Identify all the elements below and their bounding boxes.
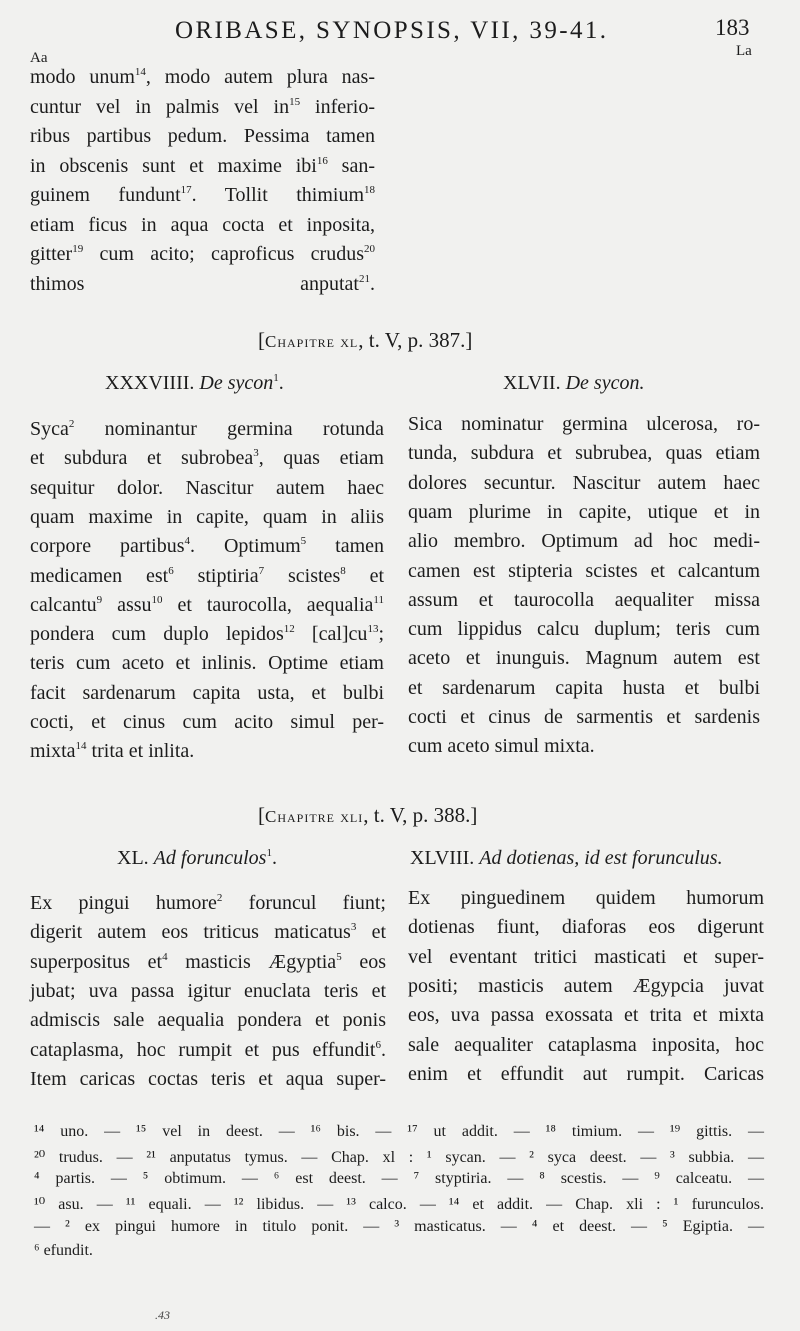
line-text: . xyxy=(381,1038,386,1061)
text-line xyxy=(30,125,375,148)
heading-numeral: XLVIII. xyxy=(410,847,475,869)
text-line xyxy=(408,1034,764,1057)
line-text: eos xyxy=(341,950,386,973)
left-heading xyxy=(105,372,284,395)
line-text: assu xyxy=(102,593,152,616)
line-text: . Tollit thimium xyxy=(191,184,364,206)
text-line xyxy=(408,677,760,700)
line-text: Item caricas coctas teris et aqua super- xyxy=(30,1067,386,1090)
text-line xyxy=(408,1004,764,1027)
line-text: cum acito; caproficus crudus xyxy=(83,243,364,265)
footnote-ref: 5 xyxy=(300,535,307,548)
line-text: tamen xyxy=(306,535,385,558)
line-text: assum et taurocolla aequaliter missa xyxy=(408,588,760,611)
footnote-ref: 10 xyxy=(151,593,163,606)
line-text: gitter xyxy=(30,243,73,265)
text-line xyxy=(408,501,760,524)
footnote-line: ⁴ partis. — ⁵ obtimum. — ⁶ est deest. — ⁷ styptiria. — ⁸ scestis. — ⁹ calceatu. — xyxy=(34,1170,764,1188)
text-line xyxy=(408,472,760,495)
line-text: thimos anputat xyxy=(30,272,359,295)
heading-numeral: XL. xyxy=(117,847,149,869)
line-text: modo unum xyxy=(30,66,135,88)
line-text: Ex pinguedinem quidem humorum xyxy=(408,887,764,909)
line-text: , quas etiam xyxy=(258,447,384,470)
footnote-ref: 16 xyxy=(316,154,328,167)
line-text: jubat; uva passa igitur enuclata teris et xyxy=(30,979,386,1002)
line-text: tunda, subdura et subrubea, quas etiam xyxy=(408,442,760,465)
line-text: Sica nominatur germina ulcerosa, ro- xyxy=(408,413,760,435)
line-text: enim et effundit aut rumpit. Caricas xyxy=(408,1062,764,1085)
line-text: [cal]cu xyxy=(294,623,368,646)
footnote-ref: 12 xyxy=(283,623,295,636)
line-text: ribus partibus pedum. Pessima tamen xyxy=(30,125,375,147)
footnote-ref: 2 xyxy=(216,892,223,904)
text-line xyxy=(30,594,384,617)
line-text: facit sardenarum capita usta, et bulbi xyxy=(30,681,384,704)
chapter-reference xyxy=(258,803,477,828)
text-line xyxy=(30,682,384,705)
line-text: in obscenis sunt et maxime ibi xyxy=(30,154,317,177)
page-number: 183 xyxy=(715,15,750,40)
footnote-ref: 6 xyxy=(168,564,174,577)
line-text: cataplasma, hoc rumpit et pus effundit xyxy=(30,1038,376,1061)
text-line xyxy=(30,273,375,296)
footnote-ref: 2 xyxy=(68,418,75,430)
footnote-ref: 1 xyxy=(266,847,272,859)
line-text: inferio- xyxy=(300,95,375,118)
text-line xyxy=(408,618,760,641)
line-text: cum lippidus calcu duplum; teris cum xyxy=(408,618,760,641)
text-line xyxy=(30,418,384,441)
line-text: cocti, et cinus cum acito simul per- xyxy=(30,711,384,733)
text-line xyxy=(408,975,764,998)
line-text: cocti et cinus de sarmentis et sardenis xyxy=(408,706,760,728)
bracket: [ xyxy=(258,328,265,352)
line-text: et sardenarum capita husta et bulbi xyxy=(408,676,760,699)
line-text: superpositus et xyxy=(30,950,163,973)
footnote-line: ²⁰ trudus. — ²¹ anputatus tymus. — Chap. xl : ¹ sycan. — ² syca deest. — ³ subbia. — xyxy=(34,1148,764,1166)
text-line xyxy=(408,887,764,910)
heading-title: De sycon xyxy=(199,372,274,394)
footnote-ref: 21 xyxy=(359,272,370,285)
footnote-ref: 15 xyxy=(289,95,301,108)
line-text: etiam ficus in aqua cocta et inposita, xyxy=(30,213,375,236)
bottom-mark: .43 xyxy=(155,1308,170,1322)
line-text: trita et inlita. xyxy=(86,740,195,763)
text-line xyxy=(408,916,764,939)
line-text: et subdura et subrobea xyxy=(30,447,254,470)
line-text: admiscis sale aequalia pondera et ponis xyxy=(30,1009,386,1032)
text-line xyxy=(30,1068,386,1091)
text-line xyxy=(408,589,760,612)
chapter-reference xyxy=(258,328,472,353)
text-line xyxy=(30,921,386,944)
margin-mark-right: La xyxy=(736,43,752,59)
text-line xyxy=(408,530,760,553)
text-line xyxy=(30,243,375,266)
heading-title: Ad dotienas, id est forunculus. xyxy=(479,847,723,869)
text-line xyxy=(30,892,386,915)
footnote-line: — ² ex pingui humore in titulo ponit. — ³ masticatus. — ⁴ et deest. — ⁵ Egiptia. — xyxy=(34,1217,764,1235)
line-text: cuntur vel in palmis vel in xyxy=(30,95,290,118)
line-text: masticis Ægyptia xyxy=(167,950,337,973)
footnote-ref: 8 xyxy=(340,564,346,577)
chapter-label: Chapitre xl xyxy=(265,332,359,351)
text-line xyxy=(30,506,384,529)
margin-mark-left: Aa xyxy=(30,50,48,66)
line-text: stiptiria xyxy=(173,564,259,587)
text-line xyxy=(408,735,760,758)
footnote-ref: 3 xyxy=(253,447,259,460)
bracket: [ xyxy=(258,803,265,827)
text-line xyxy=(30,96,375,119)
line-text: camen est stipteria scistes et calcantum xyxy=(408,559,760,582)
line-text: . Optimum xyxy=(190,535,301,558)
footnote-line: ¹⁴ uno. — ¹⁵ vel in deest. — ¹⁶ bis. — ¹⁷ ut addit. — ¹⁸ timium. — ¹⁹ gittis. — xyxy=(34,1123,764,1140)
line-text: aceto et inunguis. Magnum autem est xyxy=(408,647,760,670)
heading-title: Ad forunculos xyxy=(153,847,267,869)
running-title: ORIBASE, SYNOPSIS, VII, 39-41. xyxy=(175,17,609,44)
line-text: positi; masticis autem Ægypcia juvat xyxy=(408,974,764,997)
footnote-ref: 6 xyxy=(375,1038,381,1051)
line-text: eos, uva passa exossata et trita et mixta xyxy=(408,1004,764,1027)
line-text: vel eventant tritici masticati et super- xyxy=(408,945,764,968)
footnote-ref: 20 xyxy=(364,243,375,255)
text-line xyxy=(30,740,384,763)
line-text: . xyxy=(370,272,375,295)
footnote-ref: 4 xyxy=(162,950,168,963)
text-line xyxy=(30,1009,386,1032)
heading-title: De sycon. xyxy=(565,372,645,394)
line-text: quam plurime in capite, utique et in xyxy=(408,500,760,523)
footnote-line: ⁶ efundit. xyxy=(34,1241,93,1259)
line-text: dolores secuntur. Nascitur autem haec xyxy=(408,471,760,494)
line-text: et xyxy=(345,564,384,587)
text-line xyxy=(30,447,384,470)
text-line xyxy=(408,560,760,583)
footnote-ref: 5 xyxy=(336,950,342,963)
footnote-ref: 7 xyxy=(258,564,265,577)
right-heading xyxy=(503,372,644,395)
footnote-ref: 14 xyxy=(75,740,87,753)
text-line xyxy=(408,647,760,670)
line-text: medicamen est xyxy=(30,564,169,587)
text-line xyxy=(30,623,384,646)
text-line xyxy=(408,413,760,436)
text-line xyxy=(30,652,384,675)
footnote-ref: 4 xyxy=(184,535,190,548)
line-text: Syca xyxy=(30,418,69,440)
line-text: quam maxime in capite, quam in aliis xyxy=(30,505,384,528)
line-text: teris cum aceto et inlinis. Optime etiam xyxy=(30,652,384,675)
heading-numeral: XXXVIIII. xyxy=(105,372,195,394)
left-heading xyxy=(117,847,277,870)
footnote-ref: 3 xyxy=(350,921,357,934)
heading-period: . xyxy=(271,847,277,869)
line-text: sequitur dolor. Nascitur autem haec xyxy=(30,476,384,499)
footnote-ref: 1 xyxy=(273,372,279,384)
line-text: dotienas fiunt, diaforas eos digerunt xyxy=(408,916,764,939)
line-text: , modo autem plura nas- xyxy=(145,66,375,88)
text-line xyxy=(408,946,764,969)
chapter-label: Chapitre xli xyxy=(265,807,364,826)
line-text: sale aequaliter cataplasma inposita, hoc xyxy=(408,1033,764,1056)
text-line xyxy=(30,980,386,1003)
line-text: et taurocolla, aequalia xyxy=(162,593,374,616)
line-text: guinem fundunt xyxy=(30,184,181,206)
line-text: scistes xyxy=(264,564,341,587)
text-line xyxy=(30,535,384,558)
line-text: cum aceto simul mixta. xyxy=(408,735,595,758)
footnote-ref: 13 xyxy=(367,623,379,636)
line-text: ; xyxy=(378,623,384,646)
text-line xyxy=(30,155,375,178)
footnote-ref: 11 xyxy=(373,593,384,606)
text-line xyxy=(408,706,760,729)
line-text: pondera cum duplo lepidos xyxy=(30,623,284,646)
line-text: mixta xyxy=(30,740,76,763)
footnote-line: ¹⁰ asu. — ¹¹ equali. — ¹² libidus. — ¹³ calco. — ¹⁴ et addit. — Chap. xli : ¹ furunculos. xyxy=(34,1196,764,1214)
text-line xyxy=(408,442,760,465)
line-text: nominantur germina rotunda xyxy=(74,418,384,440)
right-heading xyxy=(410,847,723,870)
heading-period: . xyxy=(278,372,284,394)
footnote-ref: 17 xyxy=(180,184,192,196)
heading-numeral: XLVII. xyxy=(503,372,561,394)
footnote-ref: 18 xyxy=(364,184,375,196)
text-line xyxy=(30,477,384,500)
line-text: san- xyxy=(327,154,375,177)
text-line xyxy=(30,214,375,237)
chapter-location: , t. V, p. 388.] xyxy=(363,803,478,827)
line-text: et xyxy=(356,921,387,944)
line-text: foruncul fiunt; xyxy=(222,892,386,914)
line-text: Ex pingui humore xyxy=(30,892,217,914)
text-line xyxy=(30,184,375,207)
footnote-ref: 9 xyxy=(96,593,103,606)
text-line xyxy=(30,66,375,89)
chapter-location: , t. V, p. 387.] xyxy=(358,328,473,352)
text-line xyxy=(30,711,384,734)
line-text: calcantu xyxy=(30,593,97,616)
text-line xyxy=(30,1039,386,1062)
text-line xyxy=(408,1063,764,1086)
footnote-ref: 19 xyxy=(72,243,84,255)
text-line xyxy=(30,951,386,974)
footnote-ref: 14 xyxy=(134,66,146,78)
line-text: alio membro. Optimum ad hoc medi- xyxy=(408,530,760,553)
line-text: corpore partibus xyxy=(30,535,185,558)
line-text: digerit autem eos triticus maticatus xyxy=(30,921,351,944)
text-line xyxy=(30,565,384,588)
